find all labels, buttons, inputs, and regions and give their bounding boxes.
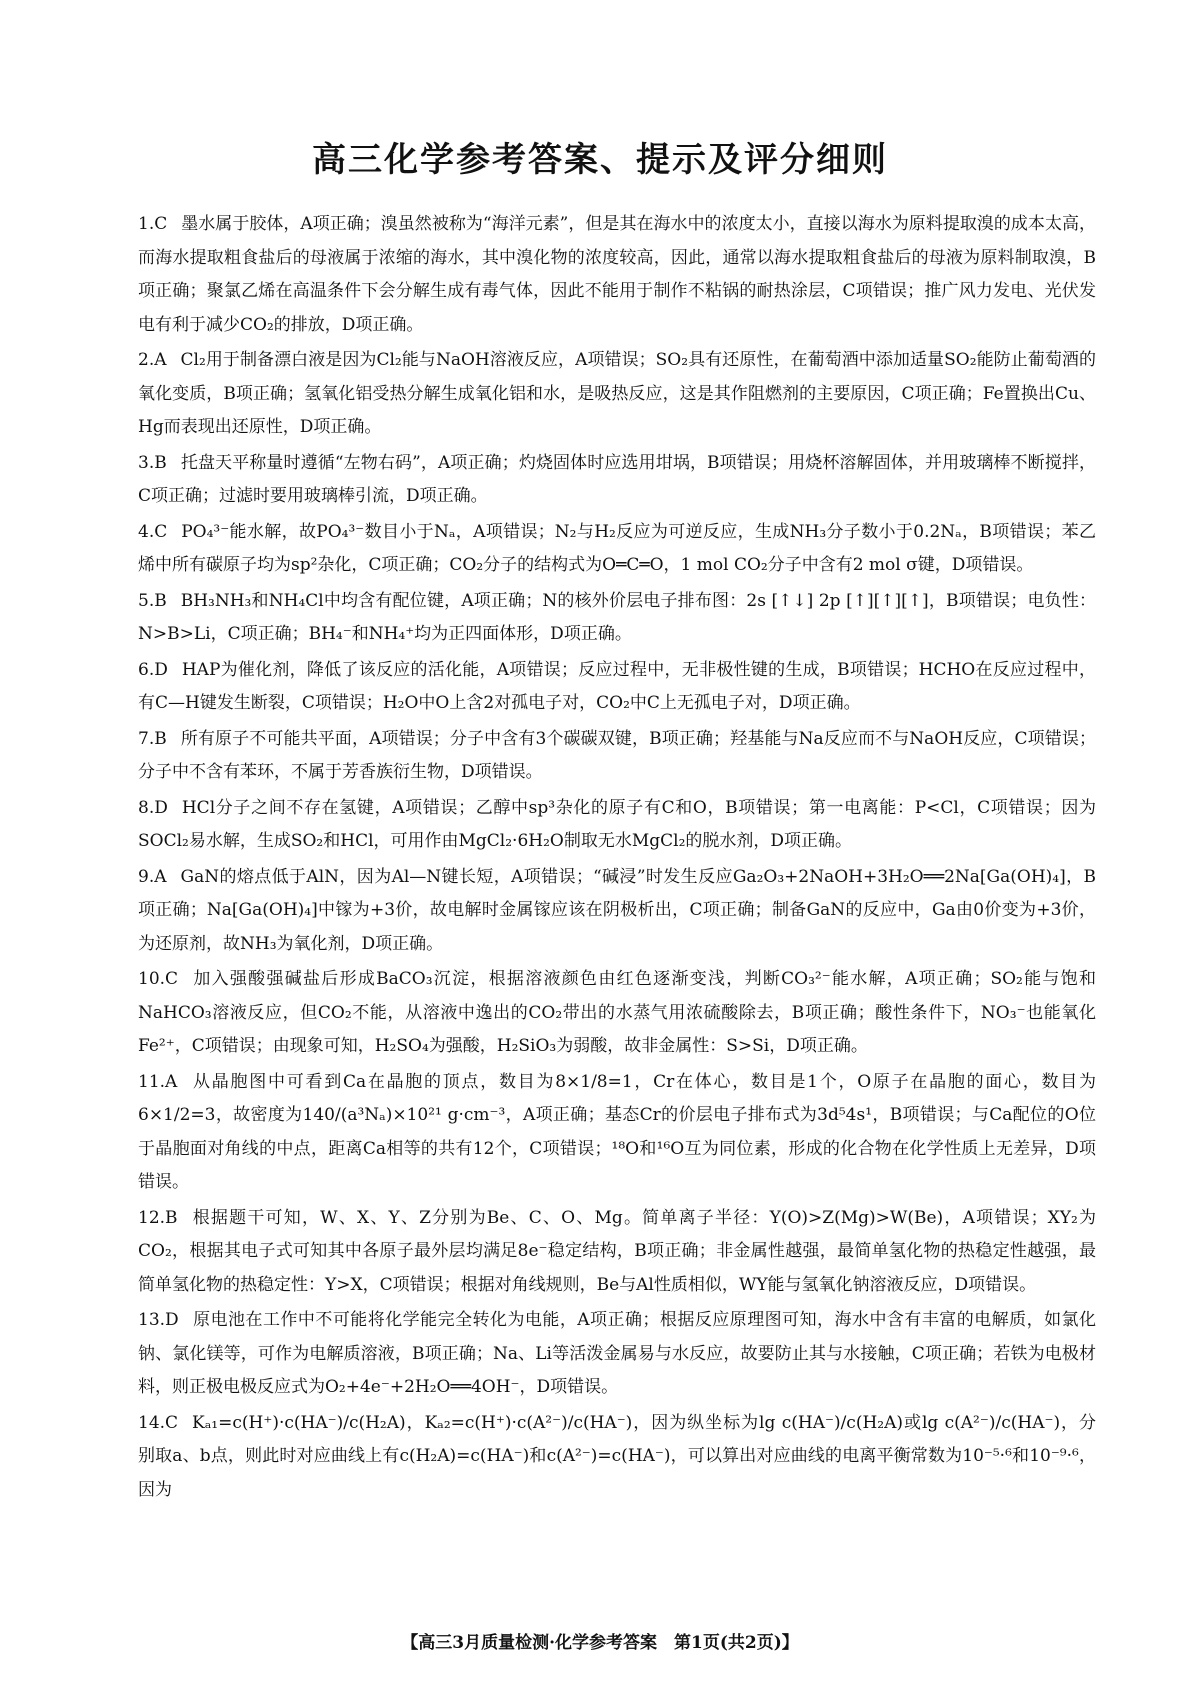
answer-explanation: GaN的熔点低于AlN，因为Al—N键长短，A项错误；“碱浸”时发生反应Ga₂O₃+2NaOH+3H₂O══2Na[Ga(OH)₄]，B项正确；Na[Ga(OH)₄]中镓为+3价，故电解时金属镓应该在阴极析出，C项正确；制备GaN的反应中，Ga由0价变为+3价，为还原剂，故NH₃为氧化剂，D项正确。	[138, 866, 1096, 954]
answer-number: 4.C	[138, 521, 168, 542]
answer-number: 13.D	[138, 1310, 179, 1330]
answer-explanation: 所有原子不可能共平面，A项错误；分子中含有3个碳碳双键，B项正确；羟基能与Na反应而不与NaOH反应，C项错误；分子中不含有苯环，不属于芳香族衍生物，D项错误。	[138, 728, 1096, 782]
answer-item	[138, 792, 1096, 859]
answer-explanation: BH₃NH₃和NH₄Cl中均含有配位键，A项正确；N的核外价层电子排布图：2s [↑↓] 2p [↑][↑][↑]，B项错误；电负性：N>B>Li，C项正确；BH₄⁻和NH₄⁺均为正四面体形，D项正确。	[138, 590, 1096, 644]
answer-number: 5.B	[138, 590, 167, 611]
answer-explanation: 墨水属于胶体，A项正确；溴虽然被称为“海洋元素”，但是其在海水中的浓度太小，直接以海水为原料提取溴的成本太高，而海水提取粗食盐后的母液属于浓缩的海水，其中溴化物的浓度较高，因此，通常以海水提取粗食盐后的母液为原料制取溴，B项正确；聚氯乙烯在高温条件下会分解生成有毒气体，因此不能用于制作不粘锅的耐热涂层，C项错误；推广风力发电、光伏发电有利于减少CO₂的排放，D项正确。	[138, 214, 1096, 335]
answer-item	[138, 1304, 1096, 1405]
answer-number: 8.D	[138, 797, 168, 818]
answer-explanation: HCl分子之间不存在氢键，A项错误；乙醇中sp³杂化的原子有C和O，B项错误；第一电离能：P<Cl，C项错误；因为SOCl₂易水解，生成SO₂和HCl，可用作由MgCl₂·6H₂O制取无水MgCl₂的脱水剂，D项正确。	[138, 797, 1096, 851]
answer-item	[138, 447, 1096, 514]
answer-number: 2.A	[138, 350, 167, 370]
document-title: 高三化学参考答案、提示及评分细则	[312, 140, 888, 180]
answer-explanation: 托盘天平称量时遵循“左物右码”，A项正确；灼烧固体时应选用坩埚，B项错误；用烧杯溶解固体，并用玻璃棒不断搅拌，C项正确；过滤时要用玻璃棒引流，D项正确。	[138, 452, 1096, 506]
answer-number: 10.C	[138, 969, 179, 989]
answer-number: 7.B	[138, 728, 167, 749]
answer-item	[138, 861, 1096, 962]
answer-list	[138, 208, 1096, 1509]
answer-item	[138, 516, 1096, 583]
answer-explanation: 从晶胞图中可看到Ca在晶胞的顶点，数目为8×1/8=1，Cr在体心，数目是1个，O原子在晶胞的面心，数目为6×1/2=3，故密度为140/(a³Nₐ)×10²¹ g·cm⁻³，A项正确；基态Cr的价层电子排布式为3d⁵4s¹，B项错误；与Ca配位的O位于晶胞面对角线的中点，距离Ca相等的共有12个，C项错误；¹⁸O和¹⁶O互为同位素，形成的化合物在化学性质上无差异，D项错误。	[138, 1071, 1096, 1192]
answer-item	[138, 208, 1096, 342]
answer-explanation: Kₐ₁=c(H⁺)·c(HA⁻)/c(H₂A)，Kₐ₂=c(H⁺)·c(A²⁻)/c(HA⁻)，因为纵坐标为lg c(HA⁻)/c(H₂A)或lg c(A²⁻)/c(HA⁻)，分别取a、b点，则此时对应曲线上有c(H₂A)=c(HA⁻)和c(A²⁻)=c(HA⁻)，可以算出对应曲线的电离平衡常数为10⁻⁵·⁶和10⁻⁹·⁶，因为	[138, 1412, 1096, 1500]
answer-item	[138, 1066, 1096, 1200]
answer-number: 3.B	[138, 452, 167, 473]
answer-explanation: HAP为催化剂，降低了该反应的活化能，A项错误；反应过程中，无非极性键的生成，B项错误；HCHO在反应过程中，有C—H键发生断裂，C项错误；H₂O中O上含2对孤电子对，CO₂中C上无孤电子对，D项正确。	[138, 659, 1096, 713]
answer-explanation: 原电池在工作中不可能将化学能完全转化为电能，A项正确；根据反应原理图可知，海水中含有丰富的电解质，如氯化钠、氯化镁等，可作为电解质溶液，B项正确；Na、Li等活泼金属易与水反应，故要防止其与水接触，C项正确；若铁为电极材料，则正极电极反应式为O₂+4e⁻+2H₂O══4OH⁻，D项错误。	[138, 1310, 1096, 1397]
answer-number: 11.A	[138, 1071, 178, 1092]
answer-item	[138, 585, 1096, 652]
answer-item	[138, 1202, 1096, 1303]
answer-item	[138, 344, 1096, 445]
answer-number: 1.C	[138, 214, 168, 234]
answer-item	[138, 723, 1096, 790]
answer-explanation: Cl₂用于制备漂白液是因为Cl₂能与NaOH溶液反应，A项错误；SO₂具有还原性，在葡萄酒中添加适量SO₂能防止葡萄酒的氧化变质，B项正确；氢氧化铝受热分解生成氧化铝和水，是吸热反应，这是其作阻燃剂的主要原因，C项正确；Fe置换出Cu、Hg而表现出还原性，D项正确。	[138, 350, 1096, 437]
answer-item	[138, 654, 1096, 721]
answer-number: 6.D	[138, 659, 168, 680]
answer-explanation: PO₄³⁻能水解，故PO₄³⁻数目小于Nₐ，A项错误；N₂与H₂反应为可逆反应，生成NH₃分子数小于0.2Nₐ，B项错误；苯乙烯中所有碳原子均为sp²杂化，C项正确；CO₂分子的结构式为O═C═O，1 mol CO₂分子中含有2 mol σ键，D项错误。	[138, 521, 1096, 575]
page-footer: 【高三3月质量检测·化学参考答案 第1页(共2页)】	[401, 1633, 799, 1653]
answer-explanation: 加入强酸强碱盐后形成BaCO₃沉淀，根据溶液颜色由红色逐渐变浅，判断CO₃²⁻能水解，A项正确；SO₂能与饱和NaHCO₃溶液反应，但CO₂不能，从溶液中逸出的CO₂带出的水蒸气用浓硫酸除去，B项正确；酸性条件下，NO₃⁻也能氧化Fe²⁺，C项错误；由现象可知，H₂SO₄为强酸，H₂SiO₃为弱酸，故非金属性：S>Si，D项正确。	[138, 969, 1096, 1056]
answer-item	[138, 1407, 1096, 1508]
answer-number: 12.B	[138, 1207, 178, 1228]
answer-number: 9.A	[138, 866, 167, 887]
answer-item	[138, 963, 1096, 1064]
answer-number: 14.C	[138, 1412, 179, 1433]
answer-explanation: 根据题干可知，W、X、Y、Z分别为Be、C、O、Mg。简单离子半径：Y(O)>Z(Mg)>W(Be)，A项错误；XY₂为CO₂，根据其电子式可知其中各原子最外层均满足8e⁻稳定结构，B项正确；非金属性越强，最简单氢化物的热稳定性越强，最简单氢化物的热稳定性：Y>X，C项错误；根据对角线规则，Be与Al性质相似，WY能与氢氧化钠溶液反应，D项错误。	[138, 1207, 1096, 1295]
